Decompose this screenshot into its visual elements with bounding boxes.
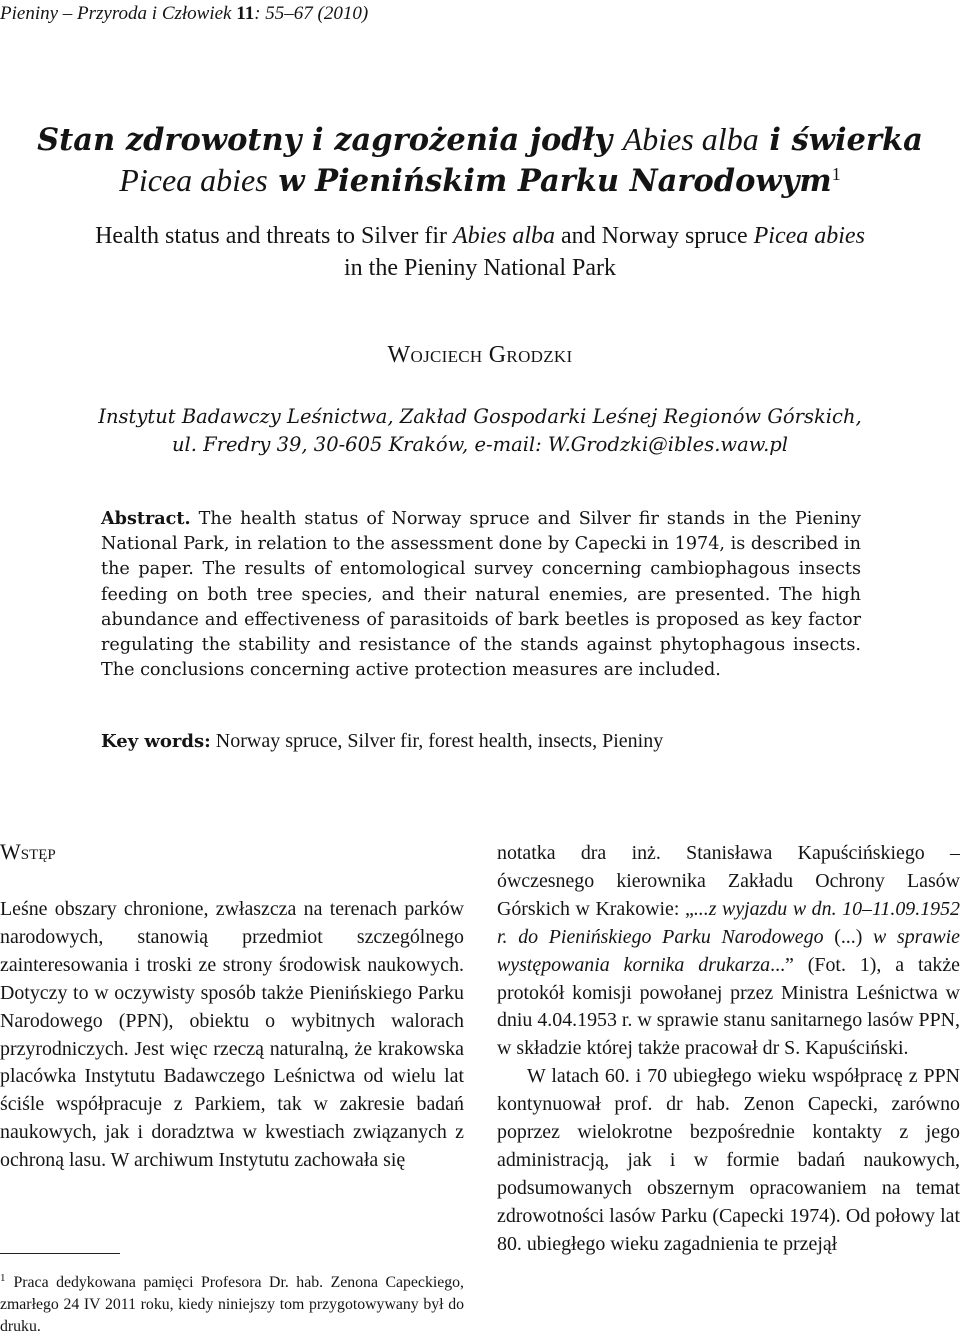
intro-paragraph: Leśne obszary chronione, zwłaszcza na terenach parków narodowych, stanowią przedmiot szczególnego zainteresowania i troski ze strony środowisk naukowych. Dotyczy to w oczywisty sposób także Pienińskiego Parku Narodowego (PPN), obiektu o wybitnych walorach przyrodniczych. Jest więc rzeczą naturalną, że krakowska placówka Instytutu Badawczego Leśnictwa od wielu lat ściśle współpracuje z Parkiem, tak w zakresie badań naukowych, jak i doradztwa w kwestiach związanych z ochroną lasu. W archiwum Instytutu zachowała się xyxy=(0,898,464,1172)
keywords xyxy=(101,728,861,755)
english-title xyxy=(0,220,960,284)
english-title-part-2: and Norway spruce xyxy=(561,223,748,249)
section-heading: Wstęp xyxy=(0,839,56,864)
right-column-text xyxy=(497,840,960,1259)
english-title-latin-1: Abies alba xyxy=(453,223,555,249)
title-footnote-mark: 1 xyxy=(831,163,841,184)
right-paragraph-1-a: notatka dra inż. Stanisława Kapuścińskiego – ówczesnego kierownika Zakładu Ochrony Lasów Górskich w Krakowie: „ xyxy=(497,842,960,920)
author-name: Wojciech Grodzki xyxy=(387,342,573,368)
left-column xyxy=(0,838,464,1175)
footnote-text: Praca dedykowana pamięci Profesora Dr. hab. Zenona Capeckiego, zmarłego 24 IV 2011 roku, kiedy niniejszy tom przygotowywany był do druku. xyxy=(0,1274,464,1335)
abstract-text: The health status of Norway spruce and Silver fir stands in the Pieniny National Park, in relation to the assessment done by Capecki in 1974, is described in the paper. The results of entomological survey concerning cambiophagous insects feeding on both tree species, and their natural enemies, are presented. The high abundance and effectiveness of parasitoids of bark beetles is proposed as key factor regulating the stability and resistance of the stands against phytophagous insects. The conclusions concerning active protection measures are included. xyxy=(101,509,861,681)
footnote-divider xyxy=(0,1253,120,1254)
english-title-latin-2: Picea abies xyxy=(753,223,865,249)
title-part-1: Stan zdrowotny i zagrożenia jodły xyxy=(37,122,613,158)
article-title xyxy=(0,119,960,201)
archival-quote-2: w sprawie występowania kornika drukarza xyxy=(497,925,960,976)
running-head xyxy=(0,2,368,26)
footnote xyxy=(0,1272,464,1338)
journal-name: Pieniny – Przyroda i Człowiek xyxy=(0,3,232,24)
keywords-label: Key words: xyxy=(101,731,211,752)
english-title-line-2: in the Pieniny National Park xyxy=(344,255,616,281)
right-paragraph-2: W latach 60. i 70 ubiegłego wieku współpracę z PPN kontynuował prof. dr hab. Zenon Capecki, zarówno poprzez wielokrotne bezpośrednie kontakty z jego administracją, jak i w formie badań naukowych, podsumowanych obszernym opracowaniem na temat zdrowotności lasów Parku (Capecki 1974). Od połowy lat 80. ubiegłego wieku zagadnienia te przejął xyxy=(497,1065,960,1255)
affiliation xyxy=(0,403,960,459)
footnote-number: 1 xyxy=(0,1271,6,1284)
title-line-2 xyxy=(0,160,960,201)
abstract xyxy=(101,506,861,683)
title-latin-2: Picea abies xyxy=(119,162,268,198)
right-paragraph-1-b: (...) xyxy=(823,925,874,948)
right-column xyxy=(497,840,960,1259)
abstract-label: Abstract. xyxy=(101,508,191,529)
right-paragraph-1-c: ...” (Fot. 1), a także protokół komisji powołanej przez Ministra Leśnictwa w dniu 4.04.1953 r. w sprawie stanu sanitarnego lasów PPN, w składzie której także pracował dr S. Kapuściński. xyxy=(497,953,960,1060)
affiliation-line-2: ul. Fredry 39, 30-605 Kraków, e-mail: W.Grodzki@ibles.waw.pl xyxy=(171,433,789,456)
archival-quote-1: ...z wyjazdu w dn. 10–11.09.1952 r. do Pienińskiego Parku Narodowego xyxy=(497,897,960,948)
keywords-text: Norway spruce, Silver fir, forest health, insects, Pieniny xyxy=(215,730,664,752)
page-range: : 55–67 (2010) xyxy=(254,3,369,24)
volume-number: 11 xyxy=(236,3,255,24)
left-column-text xyxy=(0,896,464,1175)
title-line-1 xyxy=(0,119,960,160)
right-paragraph-1 xyxy=(497,840,960,1063)
english-title-line-1 xyxy=(0,220,960,252)
english-title-part-1: Health status and threats to Silver fir xyxy=(95,223,447,249)
affiliation-line-1: Instytut Badawczy Leśnictwa, Zakład Gospodarki Leśnej Regionów Górskich, xyxy=(98,405,862,428)
title-latin-1: Abies alba xyxy=(622,121,759,157)
title-part-2: i świerka xyxy=(769,122,923,158)
title-part-3: w Pienińskim Parku Narodowym xyxy=(278,163,832,199)
